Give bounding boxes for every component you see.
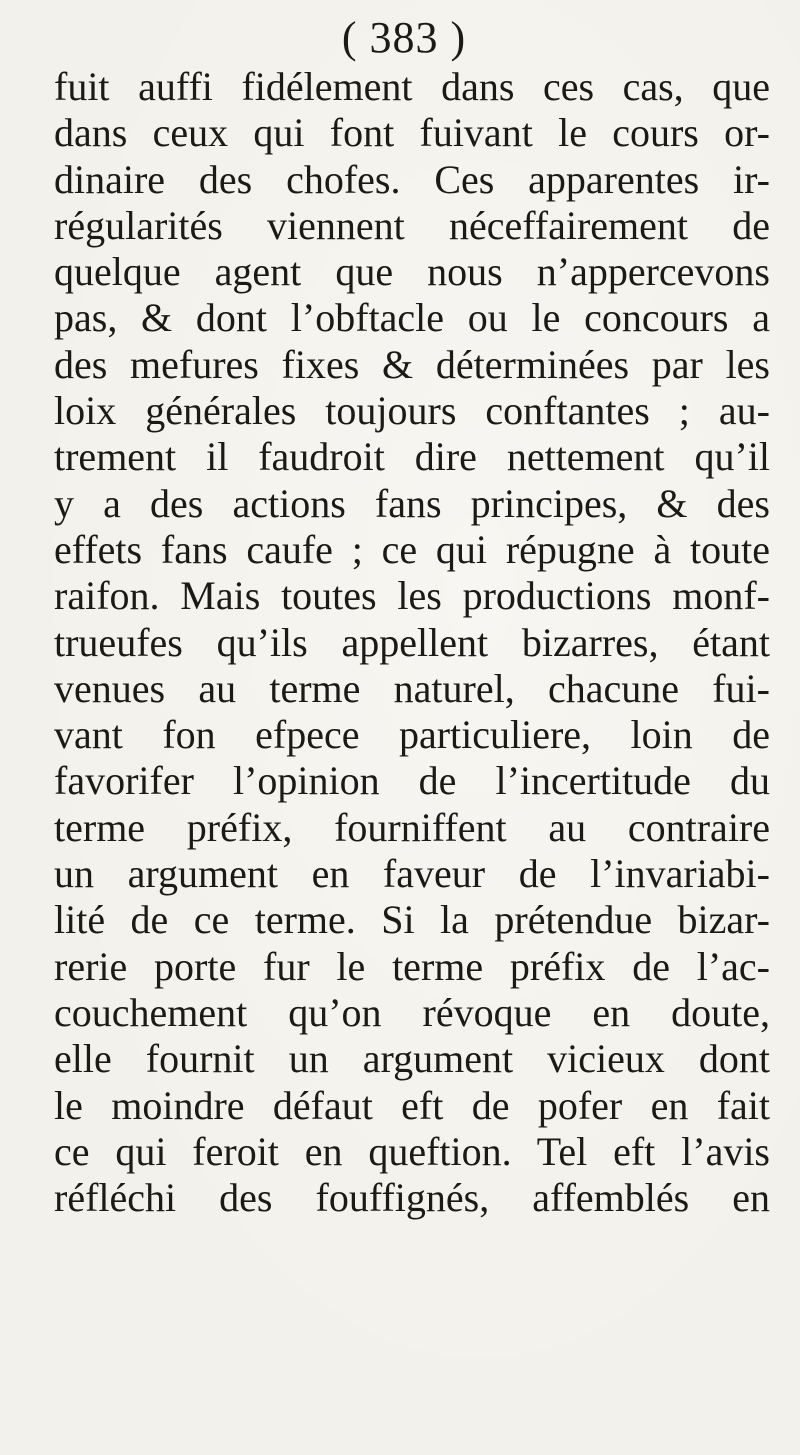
text-line-4: régularités viennent néceffairement de [54,202,770,248]
text-line-20: rerie porte fur le terme préfix de l’ac- [54,943,770,989]
text-line-22: elle fournit un argument vicieux dont [54,1036,770,1082]
text-line-16: favorifer l’opinion de l’incertitude du [54,758,770,804]
text-line-17: terme préfix, fourniffent au contraire [54,804,770,850]
text-line-21: couchement qu’on révoque en doute, [54,989,770,1035]
text-line-3: dinaire des chofes. Ces apparentes ir- [54,156,770,202]
text-line-19: lité de ce terme. Si la prétendue bizar- [54,897,770,943]
text-line-24: ce qui feroit en queftion. Tel eft l’avis [54,1128,770,1174]
text-line-18: un argument en faveur de l’invariabi- [54,851,770,897]
text-line-9: trement il faudroit dire nettement qu’il [54,434,770,480]
text-line-5: quelque agent que nous n’appercevons [54,249,770,295]
page-number: ( 383 ) [341,13,467,62]
text-line-25: réfléchi des fouffignés, affemblés en [54,1175,770,1221]
text-line-15: vant fon efpece particuliere, loin de [54,712,770,758]
text-line-14: venues au terme naturel, chacune fui- [54,665,770,711]
text-line-13: trueufes qu’ils appellent bizarres, étant [54,619,770,665]
text-line-7: des mefures fixes & déterminées par les [54,341,770,387]
text-line-6: pas, & dont l’obftacle ou le concours a [54,295,770,341]
body-text [54,64,770,1221]
text-line-2: dans ceux qui font fuivant le cours or- [54,110,770,156]
text-line-1: fuit auffi fidélement dans ces cas, que [54,64,770,109]
text-line-8: loix générales toujours conftantes ; au- [54,388,770,434]
text-line-23: le moindre défaut eft de pofer en fait [54,1082,770,1128]
text-line-11: effets fans caufe ; ce qui répugne à toute [54,526,770,572]
text-line-12: raifon. Mais toutes les productions monf- [54,573,770,619]
text-line-10: y a des actions fans principes, & des [54,480,770,526]
